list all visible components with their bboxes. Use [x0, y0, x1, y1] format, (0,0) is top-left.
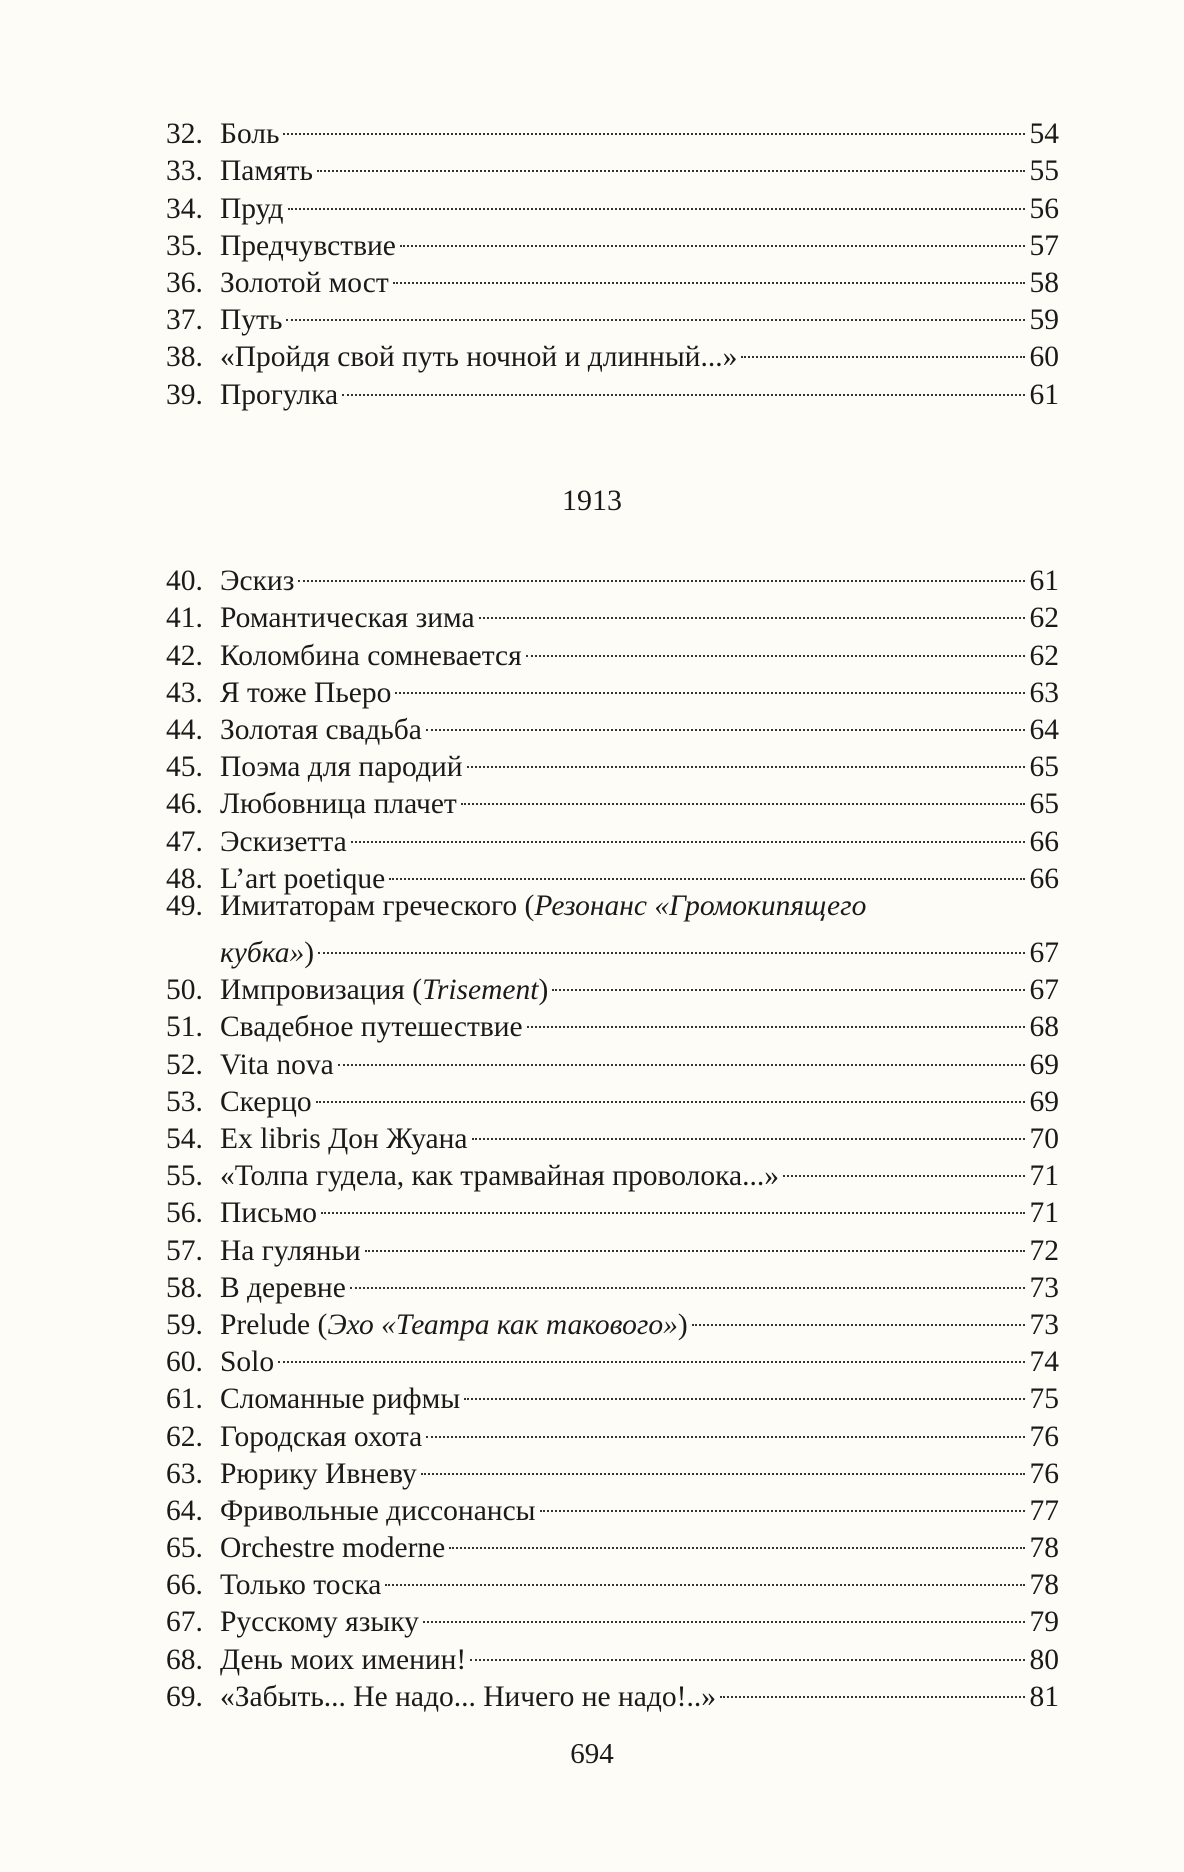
entry-title: В деревне [220, 1271, 346, 1304]
entry-page: 64 [1029, 713, 1059, 746]
entry-number: 49. [166, 889, 203, 922]
toc-entry [166, 1148, 1059, 1193]
entry-number: 53. [166, 1085, 203, 1118]
entry-title: «Толпа гудела, как трамвайная проволока...» [220, 1160, 779, 1193]
entry-number: 52. [166, 1048, 203, 1081]
toc-entry [166, 1408, 1059, 1453]
entry-number: 37. [166, 304, 203, 337]
entry-page: 62 [1029, 639, 1059, 672]
entry-page: 61 [1029, 565, 1059, 598]
entry-number: 35. [166, 229, 203, 262]
toc-entry [166, 1185, 1059, 1230]
dot-leader [298, 553, 1025, 590]
entry-number: 40. [166, 565, 203, 598]
entry-title: Любовница плачет [220, 788, 457, 821]
entry-page: 67 [1029, 974, 1059, 1007]
toc-entry [166, 1371, 1059, 1416]
entry-title: Поэма для пародий [220, 751, 463, 784]
entry-title-italic: Эхо «Театра как такового» [327, 1308, 678, 1341]
entry-page: 61 [1029, 378, 1059, 411]
dot-leader [479, 590, 1025, 627]
entry-number: 67. [166, 1606, 203, 1639]
dot-leader [741, 329, 1025, 366]
toc-entry [166, 1669, 1059, 1713]
toc-entry [166, 739, 1059, 784]
entry-number: 50. [166, 974, 203, 1007]
toc-entry [166, 1111, 1059, 1156]
dot-leader [692, 1297, 1025, 1334]
entry-page: 60 [1029, 341, 1059, 374]
entry-title: Сломанные рифмы [220, 1383, 461, 1416]
toc-entry [166, 106, 1059, 151]
toc-entry [166, 1260, 1059, 1304]
dot-leader [426, 1408, 1025, 1445]
entry-title: Фривольные диссонансы [220, 1494, 536, 1527]
entry-number: 45. [166, 751, 203, 784]
entry-page: 59 [1029, 304, 1059, 337]
entry-page: 71 [1029, 1197, 1059, 1230]
dot-leader [467, 739, 1025, 776]
entry-title: Vita nova [220, 1048, 334, 1081]
dot-leader [783, 1148, 1025, 1185]
dot-leader [385, 1557, 1025, 1594]
page-number: 694 [570, 1738, 614, 1770]
toc-entry [166, 1557, 1059, 1602]
entry-number: 54. [166, 1123, 203, 1156]
entry-page: 65 [1029, 788, 1059, 821]
entry-number: 47. [166, 825, 203, 858]
toc-entry [166, 813, 1059, 858]
toc-entry [166, 1036, 1059, 1081]
dot-leader [393, 255, 1025, 292]
dot-leader [461, 776, 1025, 813]
entry-title: Письмо [220, 1197, 318, 1230]
entry-title-plain: Имитаторам греческого ( [220, 889, 535, 922]
entry-page: 58 [1029, 266, 1059, 299]
entry-page: 69 [1029, 1085, 1059, 1118]
entry-number: 51. [166, 1011, 203, 1044]
toc-top-block [0, 106, 1184, 411]
entry-title: Золотой мост [220, 266, 389, 299]
dot-leader [286, 292, 1025, 329]
toc-entry [166, 292, 1059, 337]
entry-title: Эскизетта [220, 825, 347, 858]
entry-number: 69. [166, 1680, 203, 1713]
dot-leader [423, 1594, 1025, 1631]
entry-page: 57 [1029, 229, 1059, 262]
toc-entry [166, 1446, 1059, 1490]
dot-leader [278, 1334, 1025, 1371]
entry-title: L’art poetique [220, 862, 386, 895]
entry-title-plain: Prelude ( [220, 1308, 328, 1341]
entry-title: «Пройдя свой путь ночной и длинный...» [220, 341, 738, 374]
toc-entry [166, 590, 1059, 635]
dot-leader [540, 1483, 1026, 1520]
entry-line-1 [166, 888, 1059, 925]
entry-number: 64. [166, 1494, 203, 1527]
entry-number: 61. [166, 1383, 203, 1416]
entry-title: День моих именин! [220, 1643, 467, 1676]
entry-page: 74 [1029, 1346, 1059, 1379]
entry-number: 34. [166, 192, 203, 225]
entry-title-close: ) [304, 937, 315, 970]
entry-page: 73 [1029, 1271, 1059, 1304]
toc-entry [166, 366, 1059, 411]
toc-entry [166, 776, 1059, 821]
entry-page: 65 [1029, 751, 1059, 784]
toc-entry [166, 255, 1059, 299]
toc-entry [166, 180, 1059, 225]
dot-leader [288, 180, 1025, 217]
entry-number: 56. [166, 1197, 203, 1230]
toc-entry [166, 1631, 1059, 1676]
toc-entry [166, 1074, 1059, 1118]
entry-number: 58. [166, 1271, 203, 1304]
entry-page: 78 [1029, 1569, 1059, 1602]
entry-page: 76 [1029, 1420, 1059, 1453]
entry-page: 69 [1029, 1048, 1059, 1081]
entry-page: 81 [1029, 1680, 1059, 1713]
toc-entry [166, 1334, 1059, 1379]
entry-number: 46. [166, 788, 203, 821]
toc-entry [166, 851, 1059, 895]
entry-title: Я тоже Пьеро [220, 676, 392, 709]
dot-leader [470, 1631, 1025, 1668]
toc-entry [166, 665, 1059, 709]
entry-number: 41. [166, 602, 203, 635]
entry-title [216, 888, 866, 925]
toc-entry [166, 1483, 1059, 1527]
entry-title: Предчувствие [220, 229, 396, 262]
toc-entry [166, 218, 1059, 262]
entry-number: 65. [166, 1532, 203, 1565]
entry-title-plain: Импровизация ( [220, 974, 423, 1007]
toc-entry [166, 627, 1059, 672]
entry-page: 80 [1029, 1643, 1059, 1676]
entry-page: 72 [1029, 1234, 1059, 1267]
entry-number: 44. [166, 713, 203, 746]
dot-leader [316, 1074, 1025, 1111]
entry-title-italic: Trisement [422, 974, 539, 1007]
entry-number: 42. [166, 639, 203, 672]
entry-title: Память [220, 155, 313, 188]
toc-main-block [0, 553, 1184, 1713]
entry-title: Городская охота [220, 1420, 423, 1453]
entry-page: 54 [1029, 118, 1059, 151]
dot-leader [389, 851, 1025, 888]
entry-page: 63 [1029, 676, 1059, 709]
entry-page: 62 [1029, 602, 1059, 635]
dot-leader [317, 143, 1025, 180]
entry-page: 79 [1029, 1606, 1059, 1639]
entry-page: 71 [1029, 1160, 1059, 1193]
entry-title: Романтическая зима [220, 602, 475, 635]
toc-entry [166, 999, 1059, 1044]
dot-leader [526, 627, 1025, 664]
entry-number: 33. [166, 155, 203, 188]
dot-leader [318, 925, 1025, 962]
dot-leader [283, 106, 1025, 143]
entry-number: 48. [166, 862, 203, 895]
toc-entry [166, 888, 1059, 970]
entry-page: 73 [1029, 1308, 1059, 1341]
entry-title: Orchestre moderne [220, 1532, 446, 1565]
entry-title: Рюрику Ивневу [220, 1457, 417, 1490]
entry-title: Solo [220, 1346, 275, 1379]
entry-number: 38. [166, 341, 203, 374]
dot-leader [527, 999, 1025, 1036]
dot-leader [449, 1520, 1025, 1557]
entry-page: 70 [1029, 1123, 1059, 1156]
entry-title: Боль [220, 118, 280, 151]
dot-leader [342, 366, 1025, 403]
entry-title: Золотая свадьба [220, 713, 422, 746]
entry-page: 75 [1029, 1383, 1059, 1416]
entry-title: Скерцо [220, 1085, 312, 1118]
entry-number: 55. [166, 1160, 203, 1193]
entry-title: Свадебное путешествие [220, 1011, 523, 1044]
entry-page: 66 [1029, 825, 1059, 858]
entry-page: 68 [1029, 1011, 1059, 1044]
entry-page: 76 [1029, 1457, 1059, 1490]
dot-leader [426, 702, 1025, 739]
entry-line-2 [166, 925, 1059, 970]
dot-leader [472, 1111, 1025, 1148]
entry-title: «Забыть... Не надо... Ничего не надо!..» [220, 1680, 716, 1713]
entry-number: 59. [166, 1308, 203, 1341]
toc-entry [166, 702, 1059, 746]
toc-entry [166, 962, 1059, 1007]
entry-title: Пруд [220, 192, 284, 225]
entry-title: Эскиз [220, 565, 295, 598]
entry-number: 43. [166, 676, 203, 709]
toc-entry [166, 553, 1059, 598]
entry-title: Только тоска [220, 1569, 382, 1602]
entry-title-italic: Резонанс «Громокипящего [534, 889, 867, 922]
entry-number: 60. [166, 1346, 203, 1379]
entry-title: Ex libris Дон Жуана [220, 1123, 468, 1156]
toc-entry [166, 1520, 1059, 1565]
entry-title: Коломбина сомневается [220, 639, 522, 672]
toc-entry [166, 1594, 1059, 1639]
entry-title-close: ) [677, 1308, 688, 1341]
entry-number: 63. [166, 1457, 203, 1490]
entry-title: На гуляньи [220, 1234, 361, 1267]
dot-leader [720, 1669, 1025, 1706]
entry-title-close: ) [538, 974, 549, 1007]
entry-title-italic: кубка» [220, 937, 305, 970]
entry-number: 32. [166, 118, 203, 151]
entry-page: 77 [1029, 1494, 1059, 1527]
entry-number: 39. [166, 378, 203, 411]
dot-leader [395, 665, 1025, 702]
entry-title: Прогулка [220, 378, 339, 411]
toc-entry [166, 1297, 1059, 1341]
entry-number: 68. [166, 1643, 203, 1676]
dot-leader [365, 1222, 1025, 1259]
dot-leader [338, 1036, 1025, 1073]
dot-leader [464, 1371, 1025, 1408]
entry-number: 62. [166, 1420, 203, 1453]
dot-leader [552, 962, 1025, 999]
entry-page: 66 [1029, 862, 1059, 895]
dot-leader [350, 1260, 1025, 1297]
entry-number: 36. [166, 266, 203, 299]
entry-page: 78 [1029, 1532, 1059, 1565]
entry-number: 57. [166, 1234, 203, 1267]
section-heading-year: 1913 [562, 484, 622, 517]
dot-leader [321, 1185, 1025, 1222]
toc-entry [166, 329, 1059, 374]
entry-page: 55 [1029, 155, 1059, 188]
toc-entry [166, 1222, 1059, 1267]
entry-page: 67 [1029, 937, 1059, 970]
entry-number: 66. [166, 1569, 203, 1602]
entry-page: 56 [1029, 192, 1059, 225]
toc-entry [166, 143, 1059, 188]
dot-leader [421, 1446, 1025, 1483]
dot-leader [400, 218, 1025, 255]
entry-title: Путь [220, 304, 283, 337]
entry-title: Русскому языку [220, 1606, 419, 1639]
dot-leader [351, 813, 1025, 850]
